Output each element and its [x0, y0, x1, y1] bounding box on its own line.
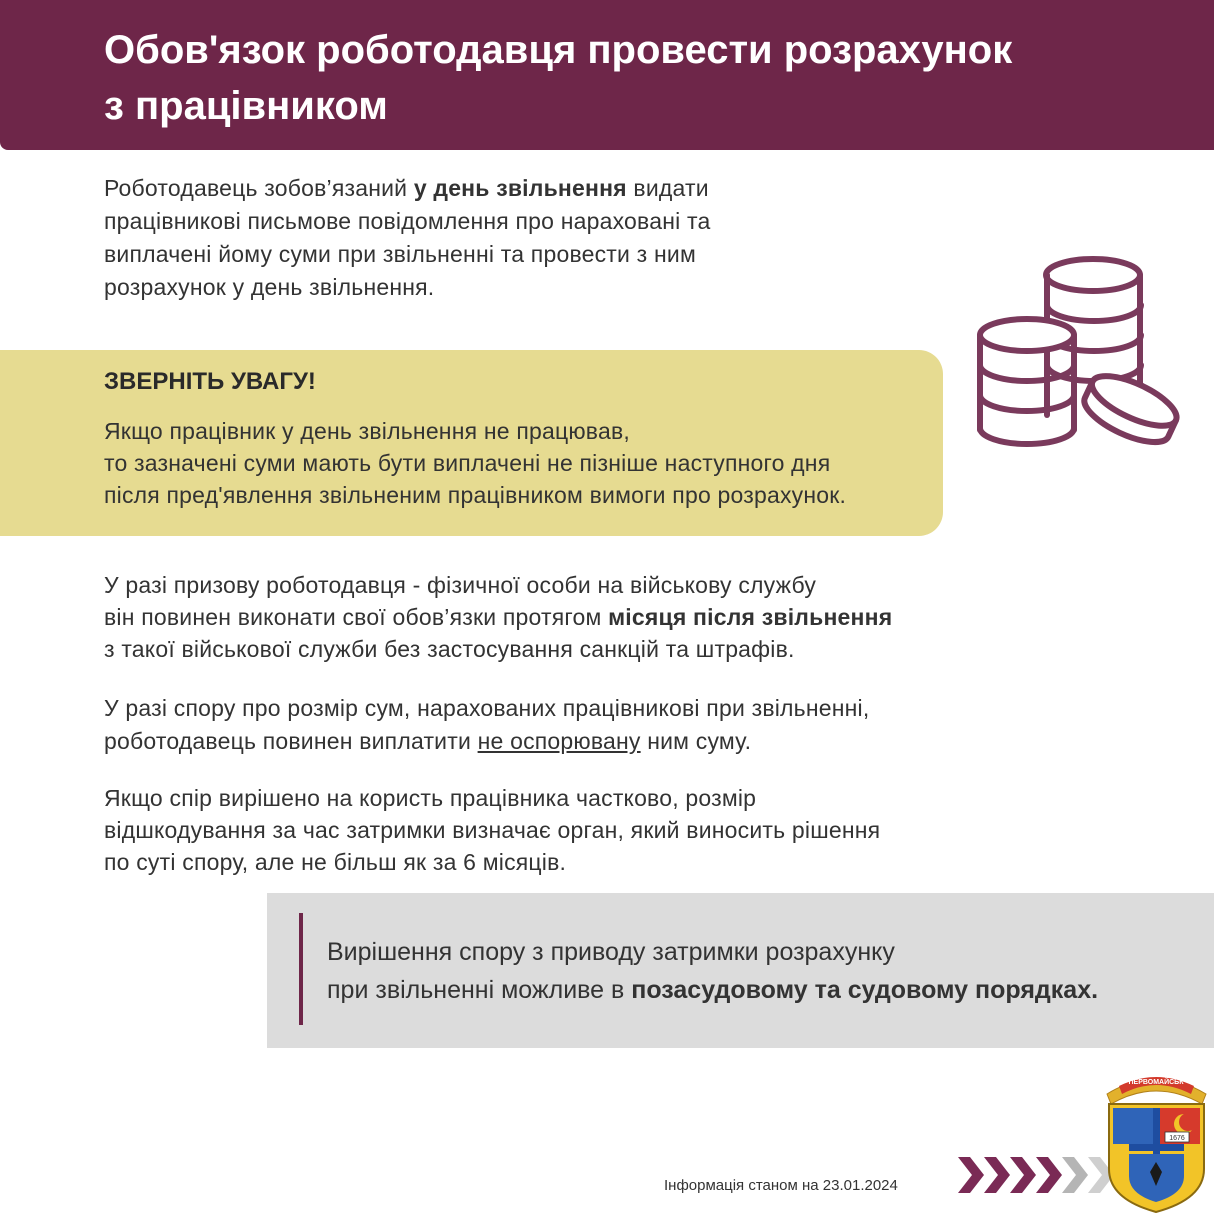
intro-text-2: видати працівникові письмове повідомлення про нараховані та виплачені йому суми при звільненні та провести з ним розрахунок у день звільнення. [104, 175, 711, 300]
para1-line-1: У разі призову роботодавця - фізичної особи на військову службу [104, 572, 817, 598]
intro-text-1: Роботодавець зобов’язаний [104, 175, 414, 201]
para1-line-2 [104, 601, 984, 633]
para2-underlined: не оспорювану [477, 728, 641, 754]
callout-box [267, 893, 1214, 1048]
chevron-right-icon [958, 1155, 1118, 1195]
para3-line-3: по суті спору, але не більш як за 6 місяців. [104, 849, 567, 875]
para1-bold: місяця після звільнення [608, 604, 893, 630]
callout-accent-bar [299, 913, 303, 1025]
header-banner [0, 0, 1214, 150]
intro-paragraph [104, 172, 824, 304]
svg-text:ПЕРВОМАЙСЬК: ПЕРВОМАЙСЬК [1128, 1079, 1184, 1086]
para3-line-1: Якщо спір вирішено на користь працівника частково, розмір [104, 785, 757, 811]
callout-bold: позасудовому та судовому порядках. [631, 976, 1099, 1004]
para1-line-2-text: він повинен виконати свої обов’язки протягом [104, 604, 609, 630]
svg-text:1676: 1676 [1169, 1135, 1185, 1142]
callout-line-1: Вирішення спору з приводу затримки розрахунку [327, 938, 895, 966]
notice-body [104, 415, 934, 511]
para2-line-2-text: роботодавець повинен виплатити [104, 728, 478, 754]
para3-line-2: відшкодування за час затримки визначає орган, який виносить рішення [104, 817, 881, 843]
callout-line-2 [327, 971, 1207, 1009]
notice-line-1: Якщо працівник у день звільнення не працював, [104, 418, 630, 444]
dispute-paragraph [104, 692, 984, 758]
callout-text [327, 933, 1207, 1009]
title-line-2: з працівником [104, 84, 388, 128]
notice-line-2: то зазначені суми мають бути виплачені не пізніше наступного дня [104, 450, 831, 476]
para1-line-3: з такої військової служби без застосування санкцій та штрафів. [104, 636, 795, 662]
page-title [104, 22, 1104, 134]
title-line-1: Обов'язок роботодавця провести розрахунок [104, 28, 1013, 72]
coat-of-arms-icon [1099, 1064, 1214, 1214]
notice-line-3: після пред'явлення звільненим працівником вимоги про розрахунок. [104, 482, 847, 508]
compensation-paragraph [104, 782, 984, 878]
info-date-note: Інформація станом на 23.01.2024 [664, 1177, 898, 1194]
para2-line-2-end: ним суму. [640, 728, 752, 754]
coins-icon [975, 250, 1190, 450]
military-paragraph [104, 569, 984, 665]
notice-title: ЗВЕРНІТЬ УВАГУ! [104, 368, 316, 395]
para2-line-2 [104, 725, 984, 758]
intro-bold: у день звільнення [413, 175, 627, 201]
callout-line-2-text: при звільненні можливе в [327, 976, 632, 1004]
para2-line-1: У разі спору про розмір сум, нарахованих працівникові при звільненні, [104, 695, 870, 721]
